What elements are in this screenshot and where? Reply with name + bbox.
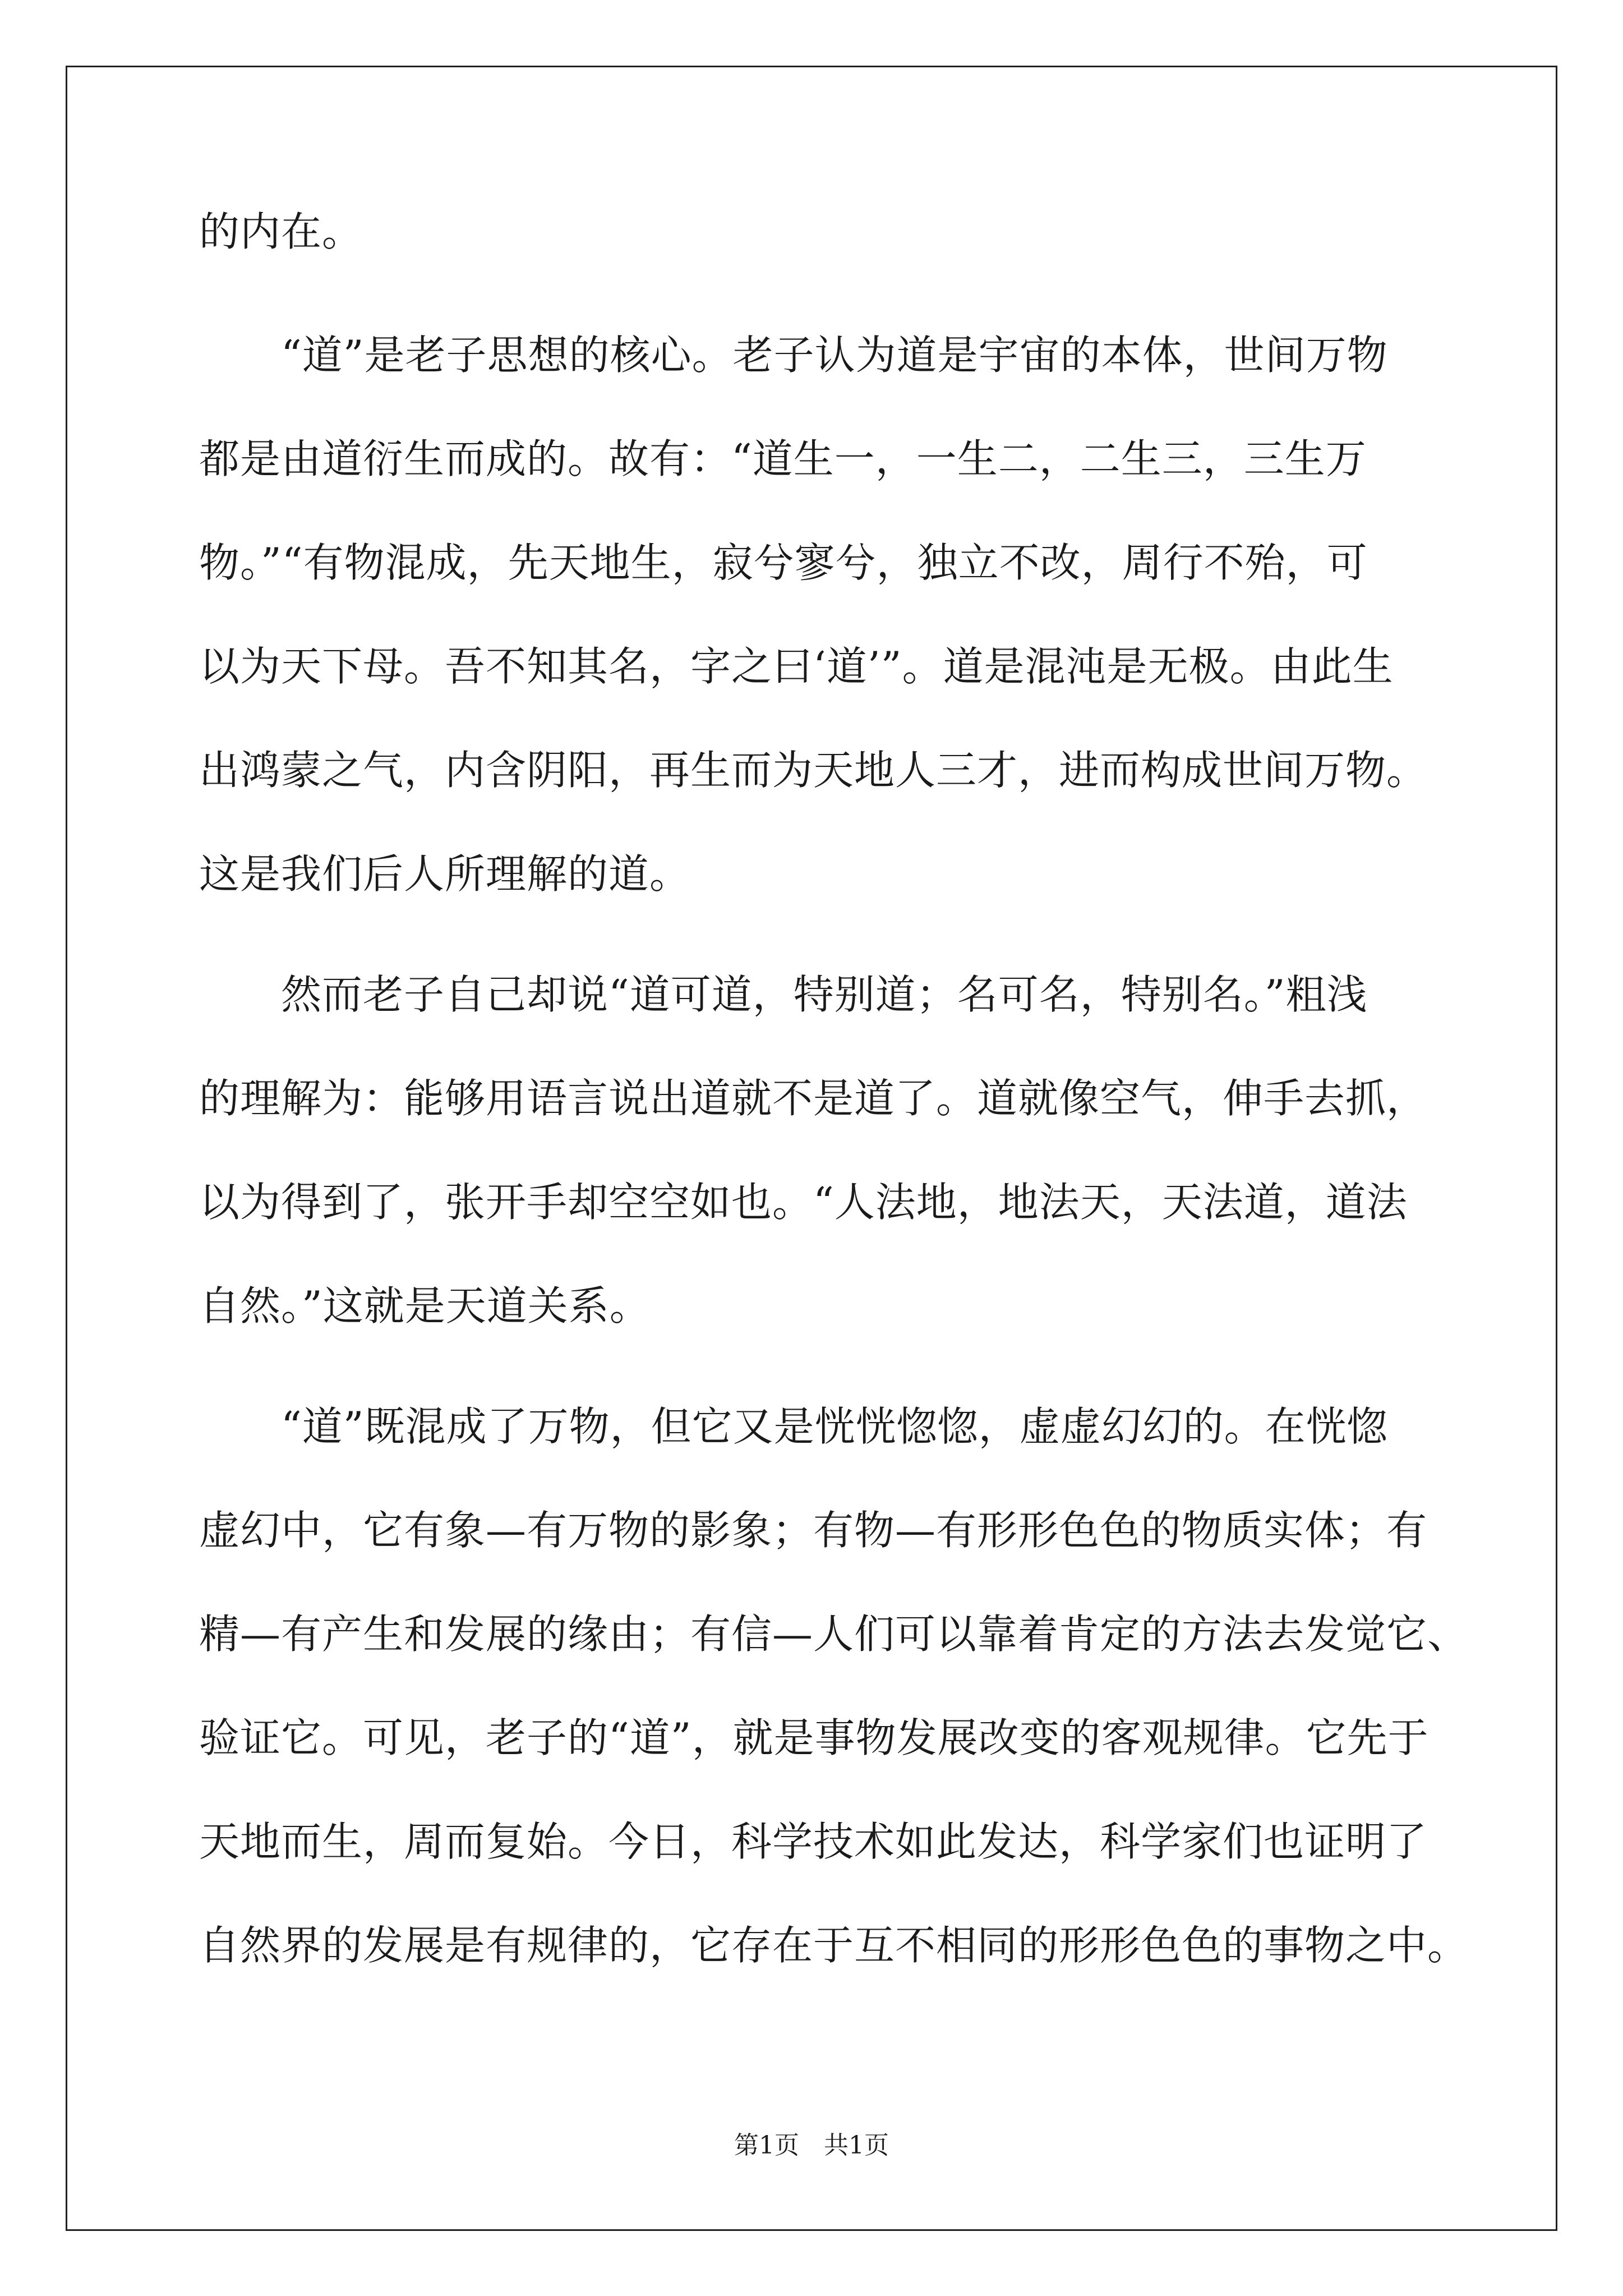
text-line-5: 以为天下母。吾不知其名，字之曰‘道’”。道是混沌是无极。由此生 (199, 643, 1394, 690)
text-line-14: 精—有产生和发展的缘由；有信—人们可以靠着肯定的方法去发觉它、 (199, 1611, 1469, 1658)
page-border (66, 66, 1557, 2231)
text-line-7: 这是我们后人所理解的道。 (199, 850, 691, 898)
text-line-1: 的内在。 (199, 208, 363, 255)
text-line-2: “道”是老子思想的核心。老子认为道是宇宙的本体，世间万物 (199, 332, 1388, 379)
text-line-11: 自然。”这就是天道关系。 (199, 1282, 651, 1329)
text-line-3: 都是由道衍生而成的。故有：“道生一，一生二，二生三，三生万 (199, 435, 1367, 482)
text-line-10: 以为得到了，张开手却空空如也。“人法地，地法天，天法道，道法 (199, 1179, 1408, 1226)
text-line-4: 物。”“有物混成，先天地生，寂兮寥兮，独立不改，周行不殆，可 (199, 539, 1368, 586)
text-line-9: 的理解为：能够用语言说出道就不是道了。道就像空气，伸手去抓， (199, 1075, 1428, 1122)
text-line-13: 虚幻中，它有象—有万物的影象；有物—有形形色色的物质实体；有 (199, 1507, 1428, 1554)
text-line-12: “道”既混成了万物，但它又是恍恍惚惚，虚虚幻幻的。在恍惚 (199, 1403, 1388, 1450)
text-line-16: 天地而生，周而复始。今日，科学技术如此发达，科学家们也证明了 (199, 1818, 1428, 1865)
text-line-6: 出鸿蒙之气，内含阴阳，再生而为天地人三才，进而构成世间万物。 (199, 747, 1428, 794)
page-number-footer: 第1页 共1页 (734, 2131, 889, 2160)
text-line-17: 自然界的发展是有规律的，它存在于互不相同的形形色色的事物之中。 (199, 1922, 1469, 1969)
text-line-8: 然而老子自己却说“道可道，特别道；名可名，特别名。”粗浅 (199, 971, 1368, 1018)
text-line-15: 验证它。可见，老子的“道”，就是事物发展改变的客观规律。它先于 (199, 1714, 1429, 1761)
